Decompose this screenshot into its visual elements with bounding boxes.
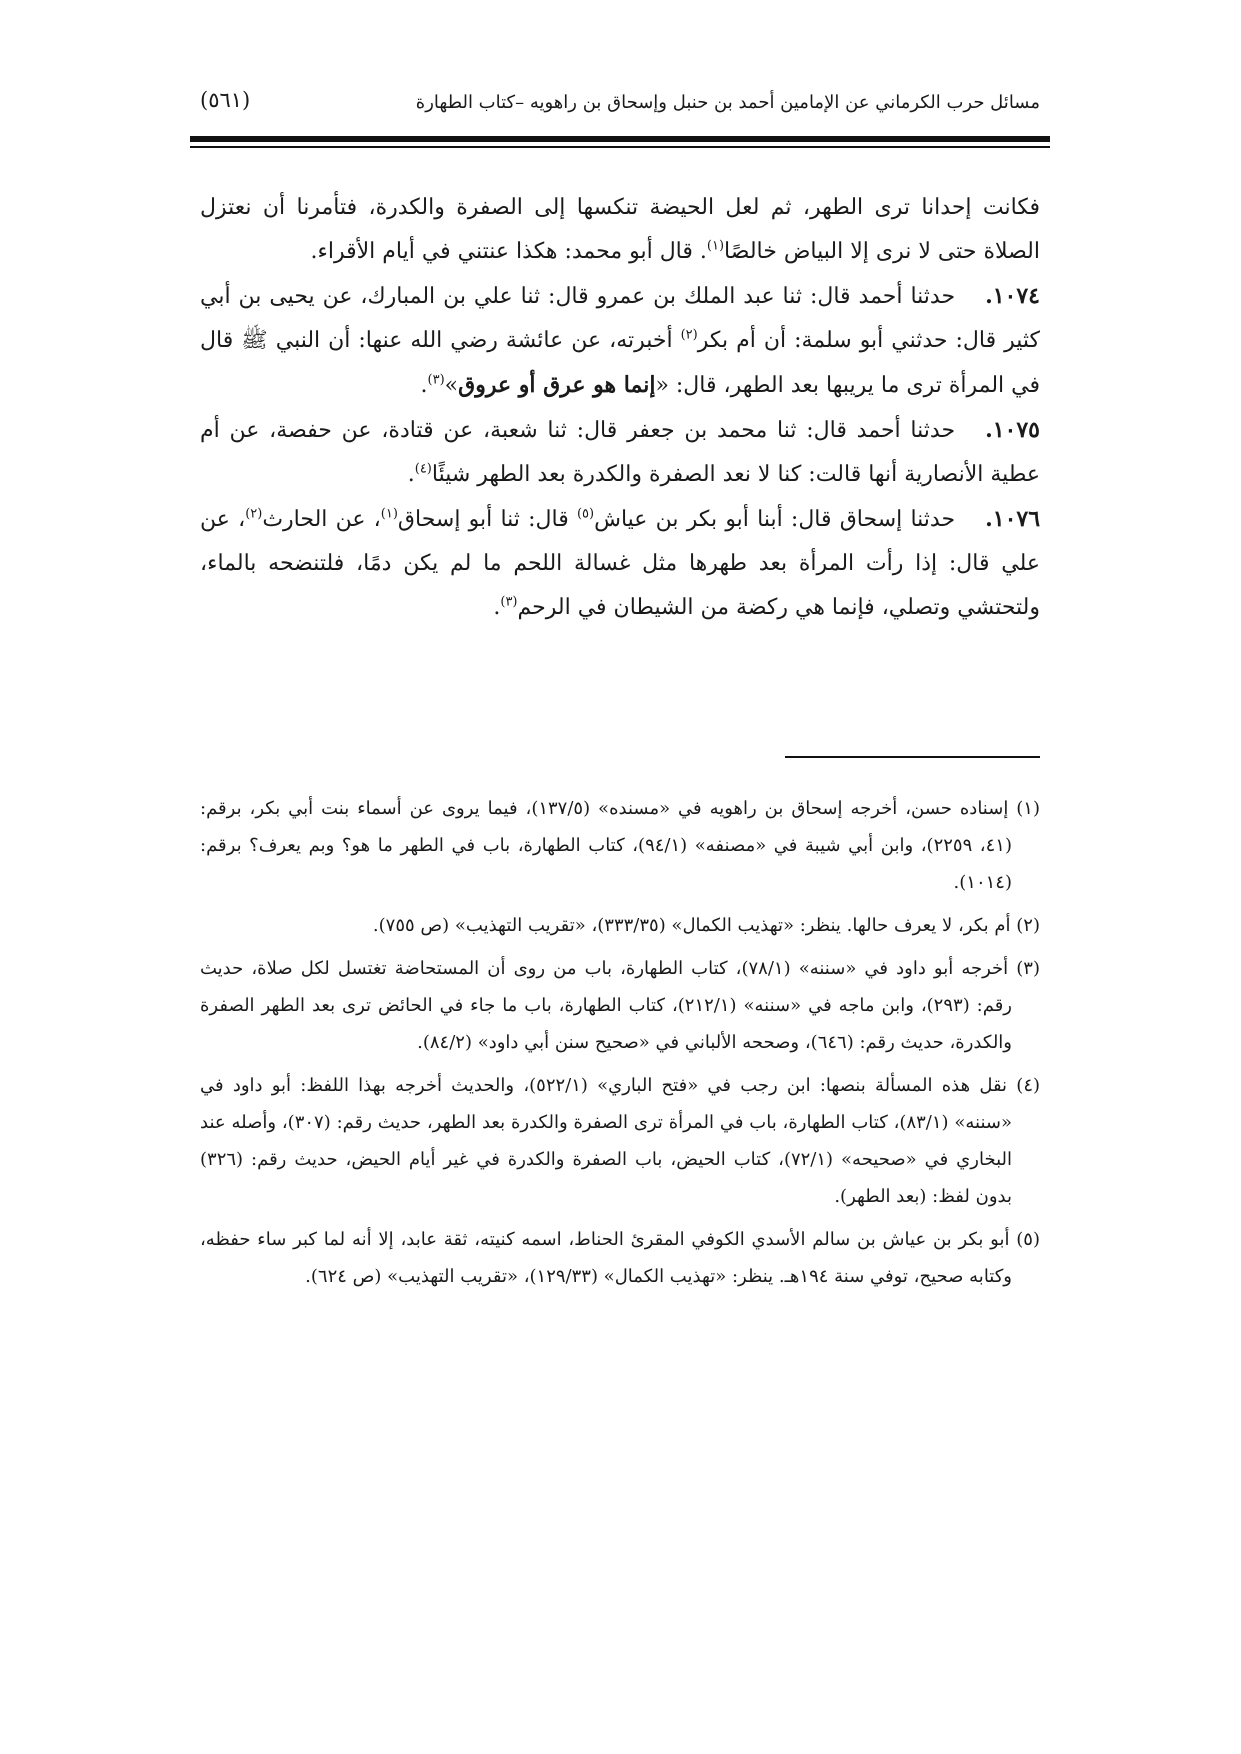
entry-text: أخبرته، عن عائشة رضي الله عنها: أن النبي ﷺ قال في المرأة ترى ما يريبها بعد الطهر، قال: « xyxy=(200,328,1040,398)
footnote-number: (٣) xyxy=(1016,958,1040,979)
hadith-text-bold: إنما هو عرق أو عروق xyxy=(458,372,656,398)
footnote-number: (٤) xyxy=(1016,1075,1041,1096)
footnote-text: أبو بكر بن عياش بن سالم الأسدي الكوفي المقرئ الحناط، اسمه كنيته، ثقة عابد، إلا أنه لما كبر ساء حفظه، وكتابه صحيح، توفي سنة ١٩٤هـ. ينظر: «تهذيب الكمال» (١٢٩/٣٣)، «تقريب التهذيب» (ص ٦٢٤). xyxy=(200,1229,1017,1287)
footnote-ref: (٣) xyxy=(427,372,445,388)
footnote-separator xyxy=(785,756,1040,758)
footnote-text: أخرجه أبو داود في «سننه» (٧٨/١)، كتاب الطهارة، باب من روى أن المستحاضة تغتسل لكل صلاة، حديث رقم: (٢٩٣)، وابن ماجه في «سننه» (٢١٢/١)، كتاب الطهارة، باب ما جاء في الحائض ترى بعد الطهر الصفرة والكدرة، حديث رقم: (٦٤٦)، وصححه الألباني في «صحيح سنن أبي داود» (٨٤/٢). xyxy=(200,958,1017,1053)
header-rule-thin xyxy=(190,146,1050,148)
intro-paragraph xyxy=(200,186,1040,274)
entry-text: قال: ثنا أبو إسحاق xyxy=(397,507,577,532)
footnote-ref: (١) xyxy=(380,506,398,522)
entry-1075 xyxy=(200,408,1040,497)
entry-text: . xyxy=(407,462,415,487)
footnote-2 xyxy=(200,907,1040,944)
entry-number: ١٠٧٦. xyxy=(985,506,1041,532)
footnote-text: إسناده حسن، أخرجه إسحاق بن راهويه في «مسنده» (١٣٧/٥)، فيما يروى عن أسماء بنت أبي بكر، برقم: (٤١، ٢٢٥٩)، وابن أبي شيبة في «مصنفه» (٩٤/١)، كتاب الطهارة، باب في الطهر ما هو؟ وبم يعرف؟ برقم: (١٠١٤). xyxy=(200,798,1017,893)
footnote-1 xyxy=(200,790,1040,901)
footnote-text: نقل هذه المسألة بنصها: ابن رجب في «فتح الباري» (٥٢٢/١)، والحديث أخرجه بهذا اللفظ: أبو داود في «سننه» (٨٣/١)، كتاب الطهارة، باب في المرأة ترى الصفرة والكدرة بعد الطهر، حديث رقم: (٣٠٧)، وأصله عند البخاري في «صحيحه» (٧٢/١)، كتاب الحيض، باب الصفرة والكدرة في غير أيام الحيض، حديث رقم: (٣٢٦) بدون لفظ: (بعد الطهر). xyxy=(200,1075,1017,1207)
main-text xyxy=(200,186,1040,630)
footnote-ref: (٢) xyxy=(245,506,263,522)
footnote-number: (١) xyxy=(1016,798,1040,819)
footnote-ref: (٥) xyxy=(576,506,595,522)
entry-number: ١٠٧٤. xyxy=(985,283,1040,309)
page-number: (٥٦١) xyxy=(200,88,251,112)
footnote-ref: (٢) xyxy=(680,327,698,343)
footnote-5 xyxy=(200,1221,1040,1295)
entry-text: . xyxy=(420,373,428,398)
intro-text: فكانت إحدانا ترى الطهر، ثم لعل الحيضة تنكسها إلى الصفرة والكدرة، فتأمرنا أن نعتزل الصلاة حتى لا نرى إلا البياض خالصًا xyxy=(200,195,1040,264)
footnote-number: (٥) xyxy=(1016,1229,1040,1250)
footnote-4 xyxy=(200,1067,1040,1215)
footnote-ref: (١) xyxy=(706,238,725,254)
entry-text: » xyxy=(444,373,459,398)
entry-text: حدثنا إسحاق قال: أبنا أبو بكر بن عياش xyxy=(594,507,956,532)
entry-text: حدثنا أحمد قال: ثنا عبد الملك بن عمرو قال: ثنا علي بن المبارك، عن يحيى بن أبي كثير قال: حدثني أبو سلمة: أن أم بكر xyxy=(200,284,1040,353)
footnotes xyxy=(200,790,1040,1301)
entry-text: . xyxy=(493,595,501,620)
entry-number: ١٠٧٥. xyxy=(985,417,1040,443)
entry-text: ، عن الحارث xyxy=(262,507,381,532)
running-title: مسائل حرب الكرماني عن الإمامين أحمد بن حنبل وإسحاق بن راهويه –كتاب الطهارة xyxy=(415,92,1040,113)
entry-text: ، عن علي قال: إذا رأت المرأة بعد طهرها مثل غسالة اللحم ما لم يكن دمًا، فلتنضحه بالماء، ولتحتشي وتصلي، فإنما هي ركضة من الشيطان في الرحم xyxy=(200,507,1040,620)
entry-1076 xyxy=(200,497,1040,630)
entry-1074 xyxy=(200,274,1040,408)
footnote-ref: (٣) xyxy=(500,594,518,610)
intro-tail: . قال أبو محمد: هكذا عنتني في أيام الأقراء. xyxy=(310,239,707,264)
footnote-ref: (٤) xyxy=(414,461,432,477)
footnote-number: (٢) xyxy=(1016,915,1040,936)
header-rule-thick xyxy=(190,136,1050,142)
footnote-text: أم بكر، لا يعرف حالها. ينظر: «تهذيب الكمال» (٣٣٣/٣٥)، «تقريب التهذيب» (ص ٧٥٥). xyxy=(372,915,1017,936)
entry-text: حدثنا أحمد قال: ثنا محمد بن جعفر قال: ثنا شعبة، عن قتادة، عن حفصة، عن أم عطية الأنصارية أنها قالت: كنا لا نعد الصفرة والكدرة بعد الطهر شيئًا xyxy=(200,418,1040,487)
page-header xyxy=(200,86,1040,126)
footnote-3 xyxy=(200,950,1040,1061)
